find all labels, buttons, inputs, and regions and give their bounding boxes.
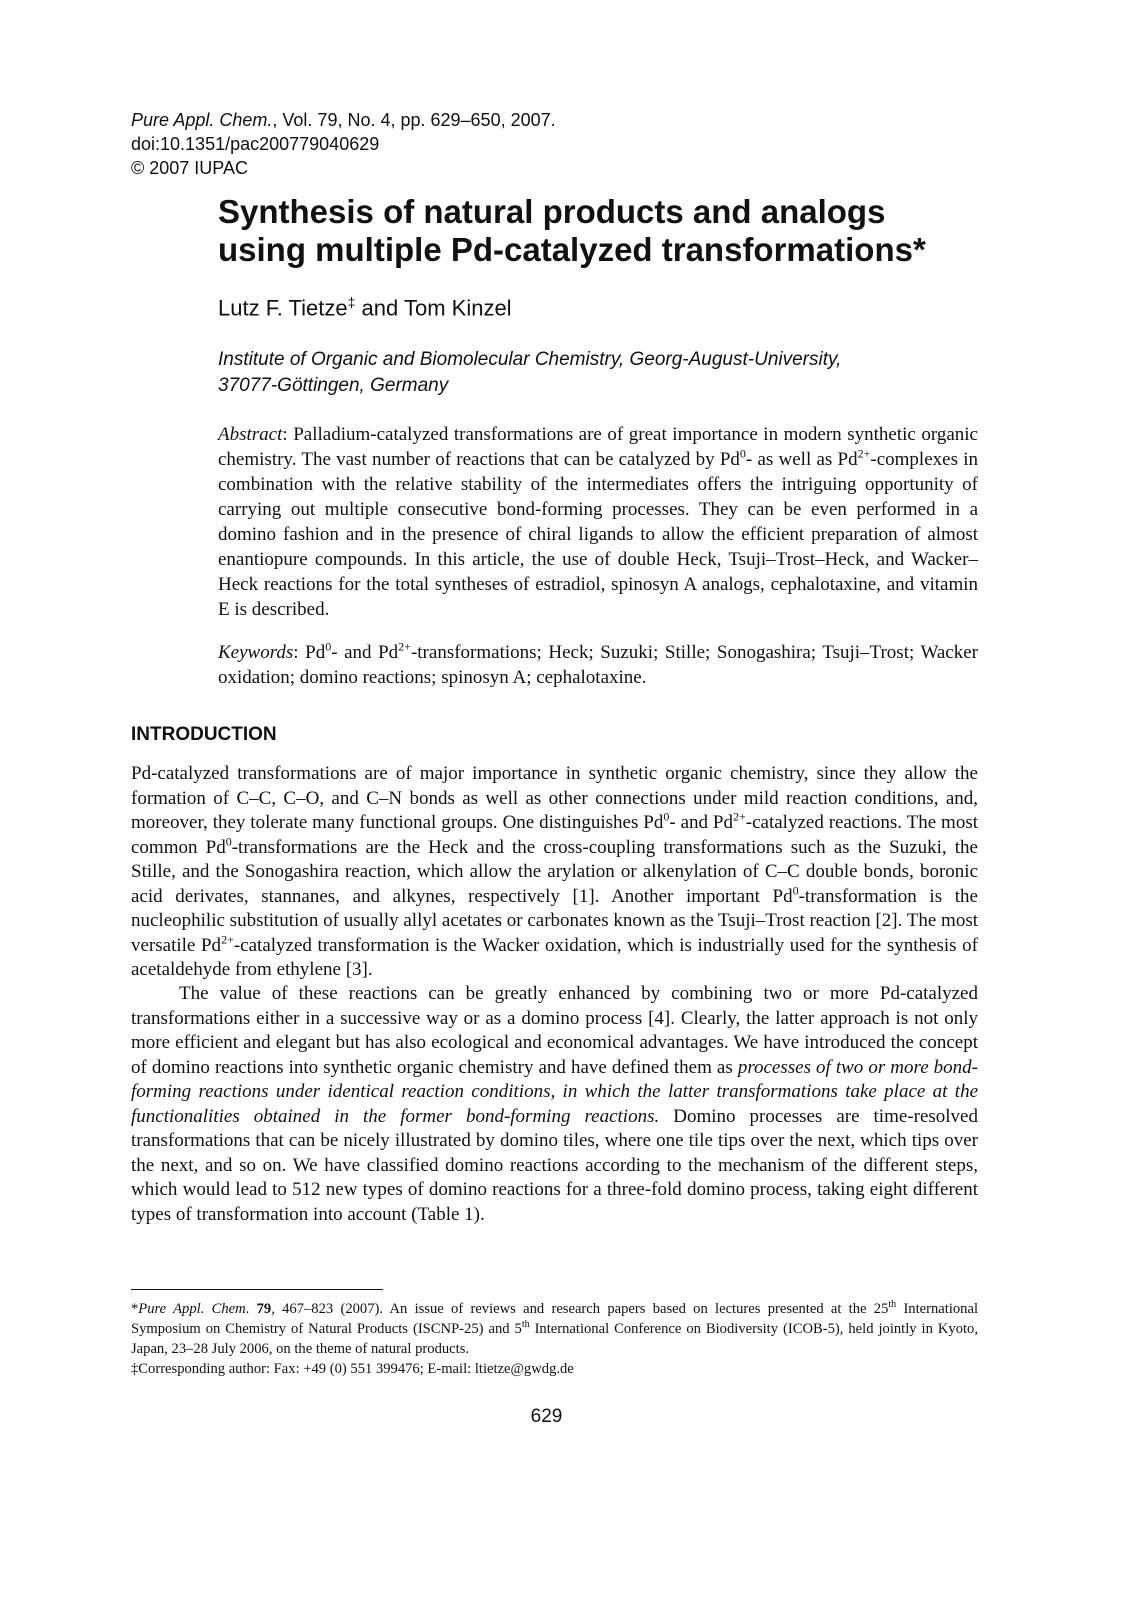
footnote-volume: 79	[256, 1301, 272, 1317]
footnote-2: ‡Corresponding author: Fax: +49 (0) 551 399476; E-mail: ltietze@gwdg.de	[131, 1361, 574, 1377]
footnote-text: , 467–823 (2007). An issue of reviews and research papers based on lectures presented at the 25	[271, 1301, 889, 1317]
body-text: -transformations are the Heck and the cross-coupling transformations such as the Suzuki, the Stille, and the Sonogashira reaction, which allow the arylation or alkenylation of C–C double bonds, boronic acid derivates, stannanes, and alkynes, respectively [1]. Another important Pd	[131, 836, 978, 907]
author-1: Lutz F. Tietze	[218, 295, 348, 321]
abstract-label: Abstract	[218, 424, 283, 445]
footnote-1	[131, 1299, 978, 1359]
footnote-journal: Pure Appl. Chem	[138, 1301, 246, 1317]
superscript: th	[888, 1299, 897, 1311]
journal-doi: doi:10.1351/pac200779040629	[131, 134, 380, 154]
journal-citation	[131, 108, 556, 132]
corresponding-author-mark: ‡	[347, 294, 356, 310]
footnote-text: .	[245, 1301, 257, 1317]
affiliation-line-1: Institute of Organic and Biomolecular Chemistry, Georg-August-University,	[218, 349, 842, 370]
journal-header	[131, 108, 556, 180]
body-text: -transformation is the nucleophilic substitution of usually allyl acetates or carbonates known as the Tsuji–Trost reaction [2]. The most versatile Pd	[131, 885, 978, 956]
section-heading-introduction: INTRODUCTION	[131, 724, 277, 745]
authors	[218, 294, 512, 321]
abstract-text: - as well as Pd	[745, 449, 858, 470]
superscript: 2+	[857, 446, 871, 461]
footnote-text: International Conference on Biodiversity (ICOB-5), held jointly in Kyoto, Japan, 23–28 July 2006, on the theme of natural products.	[131, 1321, 978, 1357]
body-text: -catalyzed transformation is the Wacker oxidation, which is industrially used for the synthesis of acetaldehyde from ethylene [3].	[131, 934, 978, 980]
paper-title	[218, 193, 1018, 269]
author-connector: and	[355, 295, 404, 321]
journal-volume-info: , Vol. 79, No. 4, pp. 629–650, 2007.	[272, 110, 556, 130]
footnote-mark: *	[131, 1301, 139, 1317]
body-text: - and Pd	[669, 812, 733, 833]
abstract-text: : Palladium-catalyzed transformations are of great importance in modern synthetic organic chemistry. The vast number of reactions that can be catalyzed by Pd	[218, 424, 978, 470]
domino-definition: processes of two or more bond-forming reactions under identical reaction conditions, in which the latter transformations take place at the functionalities obtained in the former bond-forming reactions.	[131, 1056, 979, 1127]
superscript: 0	[225, 834, 232, 849]
journal-name: Pure Appl. Chem.	[131, 110, 273, 130]
superscript: 0	[792, 883, 799, 898]
keywords-label: Keywords	[218, 642, 294, 663]
title-line-2: using multiple Pd-catalyzed transformations*	[218, 231, 926, 268]
footnote-rule	[131, 1289, 383, 1290]
body-text: Pd-catalyzed transformations are of major importance in synthetic organic chemistry, since they allow the formation of C–C, C–O, and C–N bonds as well as other connections under mild reaction conditions, and, moreover, they tolerate many functional groups. One distinguishes Pd	[131, 763, 978, 833]
footnote-text: International Symposium on Chemistry of Natural Products (ISCNP-25) and 5	[131, 1301, 978, 1337]
keywords-text: - and Pd	[331, 642, 399, 663]
affiliation	[218, 347, 978, 399]
body-paragraph-1	[131, 762, 978, 983]
superscript: 0	[739, 446, 746, 461]
body-text: Domino processes are time-resolved transformations that can be nicely illustrated by domino tiles, where one tile tips over the next, which tips over the next, and so on. We have classified domino reactions according to the mechanism of the different steps, which would lead to 512 new types of domino reactions for a three-fold domino process, taking eight different types of transformation into account (Table 1).	[131, 1105, 978, 1225]
keywords-text: : Pd	[293, 642, 326, 663]
journal-copyright: © 2007 IUPAC	[131, 158, 248, 178]
superscript: 0	[325, 639, 332, 654]
body-text: -catalyzed reactions. The most common Pd	[131, 812, 978, 858]
body-text: The value of these reactions can be greatly enhanced by combining two or more Pd-catalyzed transformations either in a successive way or as a domino process [4]. Clearly, the latter approach is not only more efficient and elegant but has also ecological and economical advantages. We have introduced the concept of domino reactions into synthetic organic chemistry and have defined them as	[131, 983, 978, 1078]
superscript: th	[521, 1319, 530, 1331]
superscript: 2+	[221, 932, 234, 947]
affiliation-line-2: 37077-Göttingen, Germany	[218, 375, 449, 396]
page-number: 629	[530, 1406, 563, 1427]
title-line-1: Synthesis of natural products and analogs	[218, 193, 886, 230]
superscript: 2+	[732, 809, 746, 824]
superscript: 0	[663, 809, 670, 824]
abstract	[218, 422, 978, 622]
superscript: 2+	[398, 639, 411, 654]
keywords	[218, 640, 978, 690]
author-2: Tom Kinzel	[403, 295, 512, 321]
body-paragraph-2	[131, 982, 978, 1227]
keywords-text: -transformations; Heck; Suzuki; Stille; Sonogashira; Tsuji–Trost; Wacker oxidation; domino reactions; spinosyn A; cephalotaxine.	[218, 642, 979, 688]
abstract-text: -complexes in combination with the relative stability of the intermediates offers the intriguing opportunity of carrying out multiple consecutive bond-forming processes. They can be even performed in a domino fashion and in the presence of chiral ligands to allow the efficient preparation of almost enantiopure compounds. In this article, the use of double Heck, Tsuji–Trost–Heck, and Wacker–Heck reactions for the total syntheses of estradiol, spinosyn A analogs, cephalotaxine, and vitamin E is described.	[218, 449, 978, 620]
